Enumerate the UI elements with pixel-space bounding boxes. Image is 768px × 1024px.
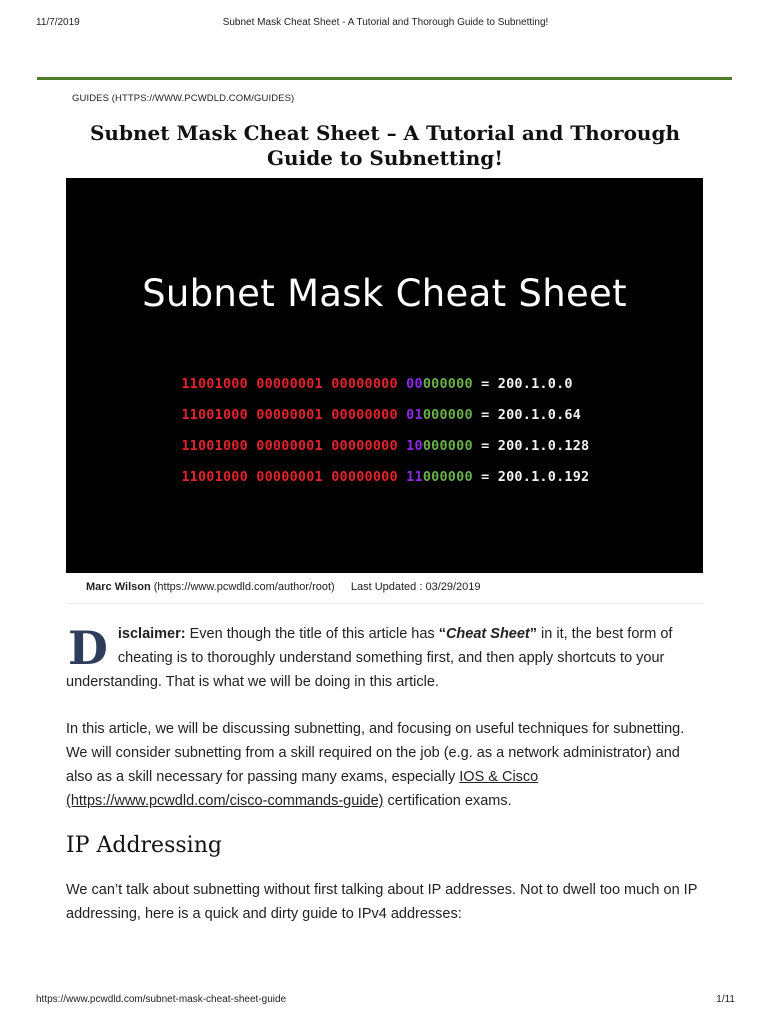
address-result: = 200.1.0.0 xyxy=(472,376,573,392)
byline-divider xyxy=(66,603,703,604)
page-number: 1/11 xyxy=(716,994,735,1005)
intro-text: In this article, we will be discussing subnetting, and focusing on useful techniques for subnetting. We will consider subnetting from a skill required on the job (e.g. as a network administrator) and also as a skill necessary for passing many exams, especially xyxy=(66,721,685,785)
cheat-sheet-emphasis: Cheat Sheet xyxy=(445,626,530,642)
address-result: = 200.1.0.128 xyxy=(472,438,590,454)
last-updated: Last Updated : 03/29/2019 xyxy=(350,581,481,593)
intro-paragraph xyxy=(66,717,706,813)
subnet-bits: 01 xyxy=(406,407,423,423)
header-divider xyxy=(37,77,732,80)
subnet-bits: 00 xyxy=(406,376,423,392)
subnet-bits: 11 xyxy=(406,469,423,485)
author-name: Marc Wilson xyxy=(86,581,151,593)
open-quote: “ xyxy=(438,626,446,642)
print-header xyxy=(36,17,735,31)
subnet-bits: 10 xyxy=(406,438,423,454)
hero-heading: Subnet Mask Cheat Sheet xyxy=(142,272,627,315)
byline xyxy=(86,581,481,593)
host-bits: 000000 xyxy=(422,438,473,454)
drop-cap: D xyxy=(68,621,108,675)
binary-row xyxy=(148,391,582,423)
print-date: 11/7/2019 xyxy=(36,17,80,28)
network-bits: 11001000 00000001 00000000 xyxy=(181,376,407,392)
network-bits: 11001000 00000001 00000000 xyxy=(181,438,407,454)
print-document-title: Subnet Mask Cheat Sheet - A Tutorial and Thorough Guide to Subnetting! xyxy=(222,17,549,28)
host-bits: 000000 xyxy=(422,407,473,423)
hero-image xyxy=(66,178,703,573)
binary-row xyxy=(148,453,590,485)
host-bits: 000000 xyxy=(422,376,473,392)
binary-row xyxy=(148,422,590,454)
print-url: https://www.pcwdld.com/subnet-mask-cheat-sheet-guide xyxy=(36,994,287,1005)
category-link[interactable]: GUIDES (HTTPS://WWW.PCWDLD.COM/GUIDES) xyxy=(72,93,295,104)
author-link[interactable]: (https://www.pcwdld.com/author/root) xyxy=(153,581,335,593)
disclaimer-text: Even though the title of this article has xyxy=(185,626,439,642)
network-bits: 11001000 00000001 00000000 xyxy=(181,407,407,423)
article-title: Subnet Mask Cheat Sheet – A Tutorial and Thorough Guide to Subnetting! xyxy=(89,121,680,170)
disclaimer-paragraph xyxy=(66,622,706,694)
intro-text: certification exams. xyxy=(383,793,512,809)
address-result: = 200.1.0.64 xyxy=(472,407,582,423)
print-footer xyxy=(36,994,735,1008)
disclaimer-label: isclaimer: xyxy=(117,626,186,642)
section-heading: IP Addressing xyxy=(66,833,222,858)
address-result: = 200.1.0.192 xyxy=(472,469,590,485)
cisco-guide-link[interactable]: IOS & Cisco (https://www.pcwdld.com/cisco-commands-guide) xyxy=(66,769,539,809)
close-quote: ” xyxy=(529,626,538,642)
binary-row xyxy=(148,360,573,392)
network-bits: 11001000 00000001 00000000 xyxy=(181,469,407,485)
host-bits: 000000 xyxy=(422,469,473,485)
section-body: We can’t talk about subnetting without first talking about IP addresses. Not to dwell too much on IP addressing, here is a quick and dirty guide to IPv4 addresses: xyxy=(66,882,698,922)
disclaimer-text: in it, the best form of cheating is to thoroughly understand something first, and then apply shortcuts to your understanding. That is what we will be doing in this article. xyxy=(66,626,673,690)
